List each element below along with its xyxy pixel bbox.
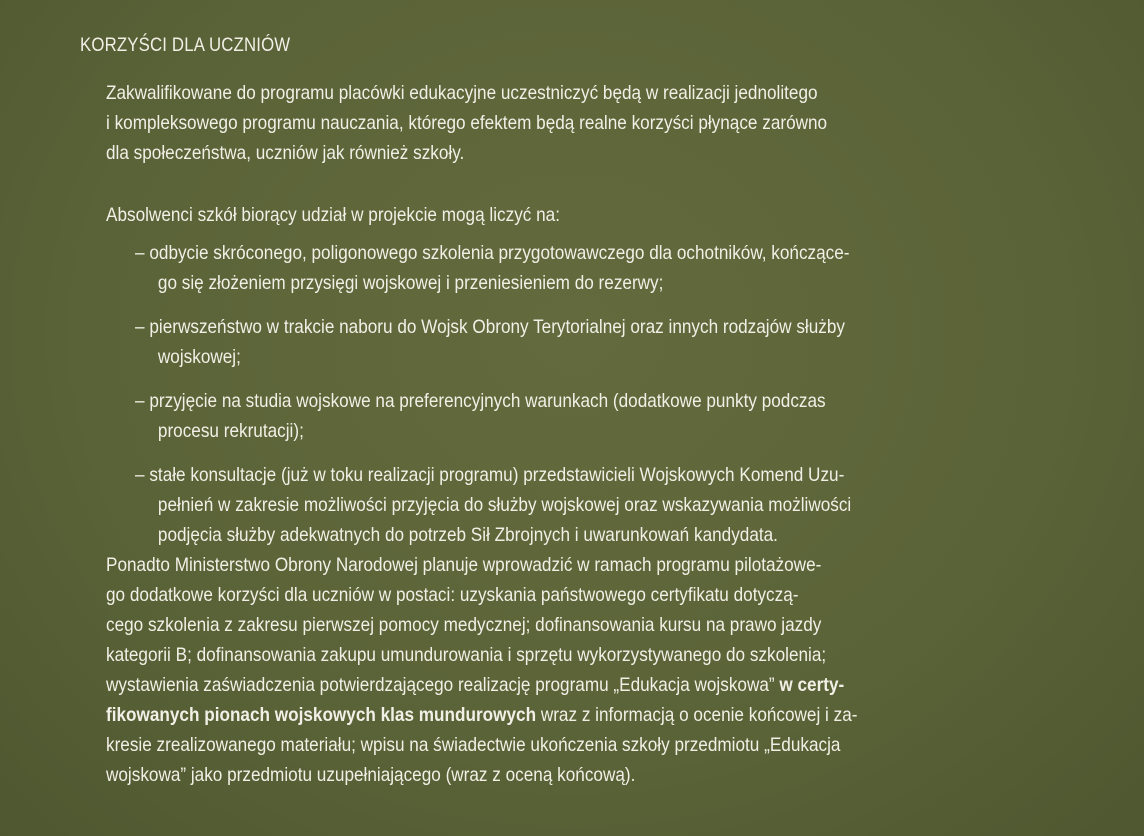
list-item <box>106 238 1048 298</box>
lead-line: Absolwenci szkół biorący udział w projekcie mogą liczyć na: <box>106 204 560 226</box>
section-heading: KORZYŚCI DLA UCZNIÓW <box>80 34 291 56</box>
intro-line: Zakwalifikowane do programu placówki edukacyjne uczestniczyć będą w realizacji jednolitego <box>106 82 818 104</box>
closing-line: kresie zrealizowanego materiału; wpisu na świadectwie ukończenia szkoły przedmiotu „Edukacja <box>106 734 841 756</box>
list-item-line: – przyjęcie na studia wojskowe na preferencyjnych warunkach (dodatkowe punkty podczas <box>135 390 826 412</box>
list-item-line: procesu rekrutacji); <box>157 420 304 442</box>
list-item-line: pełnień w zakresie możliwości przyjęcia do służby wojskowej oraz wskazywania możliwości <box>157 494 852 516</box>
list-item-line: – stałe konsultacje (już w toku realizacji programu) przedstawicieli Wojskowych Komend Uzu- <box>135 464 845 486</box>
closing-text: wraz z informacją o ocenie końcowej i za- <box>536 704 858 726</box>
benefits-list <box>106 238 1048 550</box>
list-item-line: – odbycie skróconego, poligonowego szkolenia przygotowawczego dla ochotników, kończące- <box>135 242 850 264</box>
closing-line: Ponadto Ministerstwo Obrony Narodowej planuje wprowadzić w ramach programu pilotażowe- <box>106 554 822 576</box>
list-item-line: – pierwszeństwo w trakcie naboru do Wojsk Obrony Terytorialnej oraz innych rodzajów służby <box>135 316 845 338</box>
closing-line: go dodatkowe korzyści dla uczniów w postaci: uzyskania państwowego certyfikatu dotyczą- <box>106 584 799 606</box>
list-item <box>106 312 1048 372</box>
intro-paragraph <box>106 78 1048 168</box>
list-item-line: wojskowej; <box>157 346 241 368</box>
closing-line: kategorii B; dofinansowania zakupu umundurowania i sprzętu wykorzystywanego do szkolenia; <box>106 644 827 666</box>
emphasis-text: fikowanych pionach wojskowych klas mundurowych <box>106 704 537 726</box>
closing-text: wystawienia zaświadczenia potwierdzającego realizację programu „Edukacja wojskowa” <box>106 674 780 696</box>
list-item-line: podjęcia służby adekwatnych do potrzeb Sił Zbrojnych i uwarunkowań kandydata. <box>157 524 778 546</box>
closing-line: wojskowa” jako przedmiotu uzupełniającego (wraz z oceną końcową). <box>106 764 636 786</box>
closing-line: cego szkolenia z zakresu pierwszej pomocy medycznej; dofinansowania kursu na prawo jazdy <box>106 614 822 636</box>
list-item-line: go się złożeniem przysięgi wojskowej i przeniesieniem do rezerwy; <box>157 272 664 294</box>
benefits-lead <box>106 200 1048 230</box>
closing-line <box>106 670 1048 700</box>
closing-paragraph <box>106 550 1048 790</box>
list-item <box>106 460 1048 550</box>
closing-line <box>106 700 1048 730</box>
intro-line: dla społeczeństwa, uczniów jak również szkoły. <box>106 142 465 164</box>
emphasis-text: w certy- <box>779 674 845 696</box>
list-item <box>106 386 1048 446</box>
intro-line: i kompleksowego programu nauczania, którego efektem będą realne korzyści płynące zarówno <box>106 112 828 134</box>
